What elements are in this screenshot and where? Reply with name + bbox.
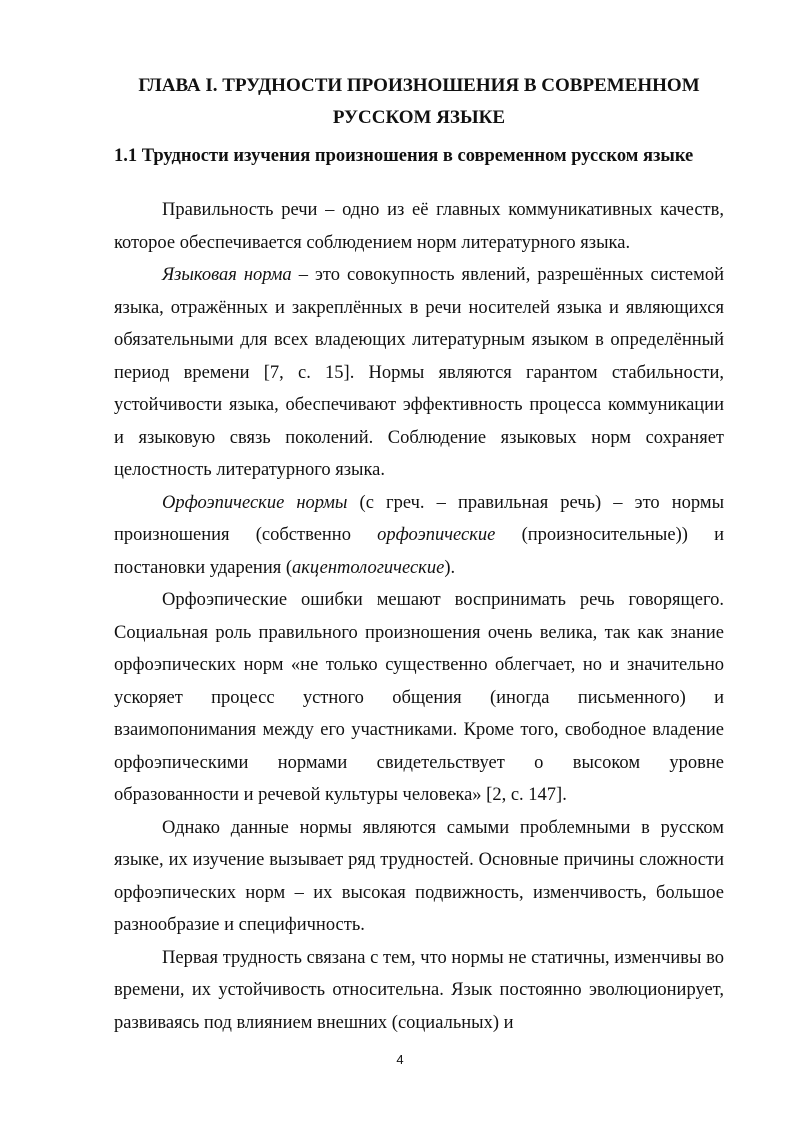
chapter-title [114,70,724,134]
paragraph-1-text: Правильность речи – одно из её главных коммуникативных качеств, которое обеспечивается соблюдением норм литературного языка. [114,200,724,253]
paragraph-1 [114,194,724,259]
paragraph-3 [114,487,724,585]
body-text [114,194,724,1039]
paragraph-5 [114,812,724,942]
page-number: 4 [396,1052,404,1067]
document-page [114,70,724,1039]
chapter-title-line-1: ГЛАВА I. ТРУДНОСТИ ПРОИЗНОШЕНИЯ В СОВРЕМЕННОМ [138,75,700,96]
chapter-title-line-2: РУССКОМ ЯЗЫКЕ [332,107,506,128]
term-language-norm: Языковая норма [162,265,292,285]
paragraph-6 [114,942,724,1040]
paragraph-6-text: Первая трудность связана с тем, что нормы не статичны, изменчивы во времени, их устойчивость относительна. Язык постоянно эволюционирует, развиваясь под влиянием внешних (социальных) и [114,947,724,1033]
paragraph-2-text: – это совокупность явлений, разрешённых системой языка, отражённых и закреплённых в речи носителей языка и являющихся обязательными для всех владеющих литературным языком в определённый период времени [7, с. 15]. Нормы являются гарантом стабильности, устойчивости языка, обеспечивают эффективность процесса коммуникации и языковую связь поколений. Соблюдение языковых норм сохраняет целостность литературного языка. [114,265,725,480]
paragraph-4-text: Орфоэпические ошибки мешают воспринимать речь говорящего. Социальная роль правильного произношения очень велика, так как знание орфоэпических норм «не только существенно облегчает, но и значительно ускоряет процесс устного общения (иногда письменного) и взаимопонимания между его участниками. Кроме того, свободное владение орфоэпическими нормами свидетельствует о высоком уровне образованности и речевой культуры человека» [2, с. 147]. [114,590,724,805]
term-orthoepic-norms: Орфоэпические нормы [162,492,348,513]
paragraph-3-text-c: ). [444,557,456,578]
term-orthoepic: орфоэпические [377,525,496,545]
term-accentological: акцентологические [292,557,445,578]
paragraph-5-text: Однако данные нормы являются самыми проблемными в русском языке, их изучение вызывает ряд трудностей. Основные причины сложности орфоэпических норм – их высокая подвижность, изменчивость, большое разнообразие и специфичность. [114,817,724,935]
paragraph-3-text-a: (с греч. – правильная речь) – это нормы произношения (собственно [114,492,725,545]
paragraph-4 [114,584,724,812]
section-title: 1.1 Трудности изучения произношения в современном русском языке [114,146,694,166]
paragraph-2 [114,259,724,487]
paragraph-3-text-b: (произносительные)) и постановки ударения ( [114,525,724,578]
